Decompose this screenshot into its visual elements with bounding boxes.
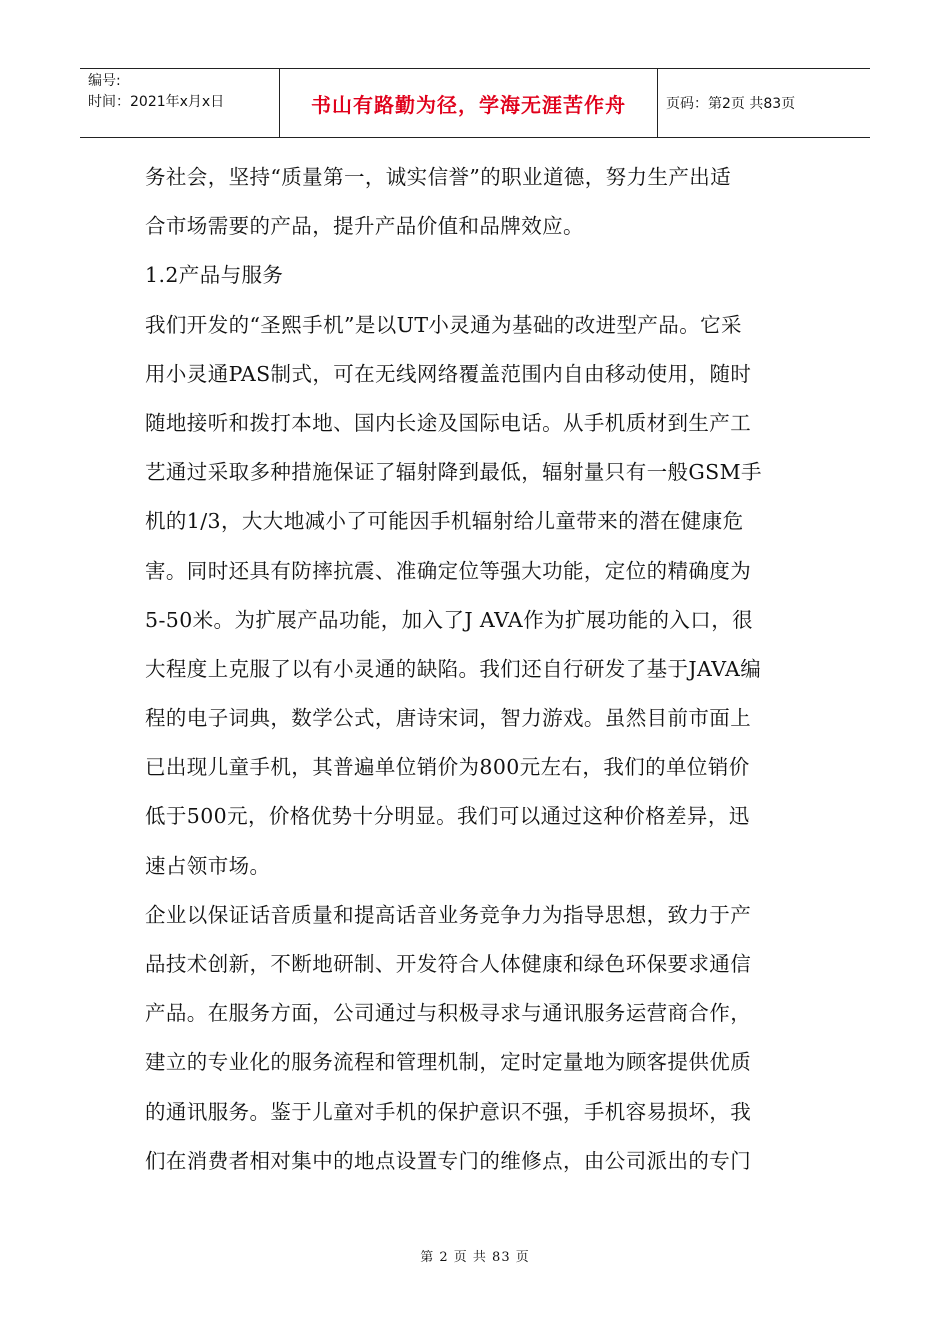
page-footer: 第 2 页 共 83 页 bbox=[420, 1250, 530, 1265]
body-line: 机的1/3，大大地减小了可能因手机辐射给儿童带来的潜在健康危 bbox=[145, 509, 744, 534]
body-line: 程的电子词典，数学公式，唐诗宋词，智力游戏。虽然目前市面上 bbox=[145, 706, 752, 731]
header-page-info: 页码：第2页 共83页 bbox=[666, 96, 796, 112]
body-line: 建立的专业化的服务流程和管理机制，定时定量地为顾客提供优质 bbox=[145, 1050, 752, 1075]
body-line: 已出现儿童手机，其普遍单位销价为800元左右，我们的单位销价 bbox=[145, 755, 750, 780]
document-number-label: 编号: bbox=[88, 73, 121, 89]
body-line: 5-50米。为扩展产品功能，加入了J AVA作为扩展功能的入口，很 bbox=[145, 607, 753, 632]
body-line: 用小灵通PAS制式，可在无线网络覆盖范围内自由移动使用，随时 bbox=[145, 361, 752, 386]
body-line: 企业以保证话音质量和提高话音业务竞争力为指导思想，致力于产 bbox=[145, 902, 752, 927]
header-meta bbox=[80, 69, 280, 137]
body-line: 艺通过采取多种措施保证了辐射降到最低，辐射量只有一般GSM手 bbox=[145, 460, 762, 485]
body-line: 品技术创新，不断地研制、开发符合人体健康和绿色环保要求通信 bbox=[145, 952, 752, 976]
body-line: 低于500元，价格优势十分明显。我们可以通过这种价格差异，迅 bbox=[145, 804, 750, 829]
page-header bbox=[80, 68, 870, 138]
body-line: 随地接听和拨打本地、国内长途及国际电话。从手机质材到生产工 bbox=[145, 410, 752, 435]
body-line: 速占领市场。 bbox=[145, 853, 271, 878]
body-line: 害。同时还具有防摔抗震、准确定位等强大功能，定位的精确度为 bbox=[145, 558, 752, 583]
document-body bbox=[145, 153, 810, 1186]
body-line: 合市场需要的产品，提升产品价值和品牌效应。 bbox=[145, 214, 584, 239]
section-heading: 1.2产品与服务 bbox=[145, 263, 284, 288]
body-line: 我们开发的“圣熙手机”是以UT小灵通为基础的改进型产品。它采 bbox=[145, 312, 742, 337]
body-line: 大程度上克服了以有小灵通的缺陷。我们还自行研发了基于JAVA编 bbox=[145, 656, 762, 681]
header-motto: 书山有路勤为径，学海无涯苦作舟 bbox=[280, 69, 658, 137]
body-line: 产品。在服务方面，公司通过与积极寻求与通讯服务运营商合作， bbox=[145, 1001, 752, 1026]
body-line: 务社会，坚持“质量第一，诚实信誉”的职业道德，努力生产出适 bbox=[145, 165, 732, 189]
document-date: 时间：2021年x月x日 bbox=[88, 94, 225, 110]
body-line: 的通讯服务。鉴于儿童对手机的保护意识不强，手机容易损坏，我 bbox=[145, 1099, 752, 1124]
body-line: 们在消费者相对集中的地点设置专门的维修点，由公司派出的专门 bbox=[145, 1148, 752, 1173]
